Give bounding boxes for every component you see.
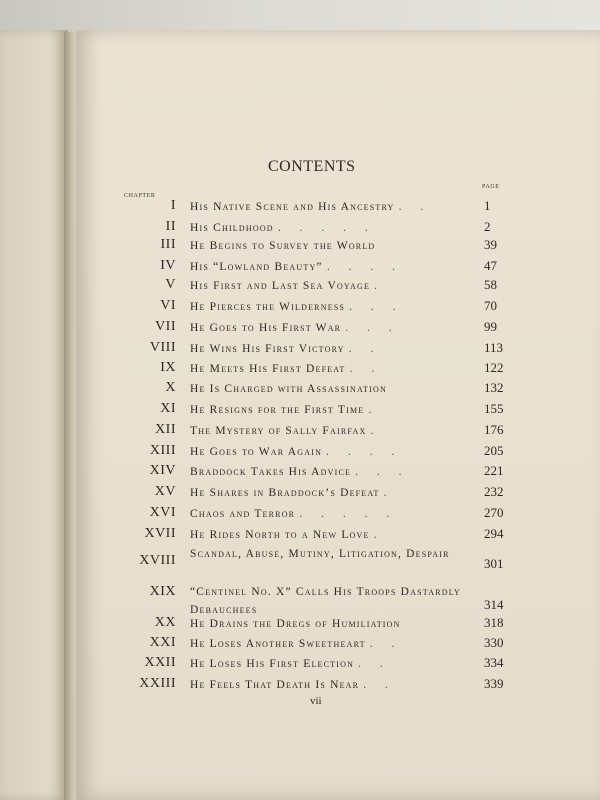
page-number: 318 (484, 615, 504, 630)
chapter-title: The Mystery of Sally Fairfax . (190, 425, 382, 437)
chapter-number: IV (160, 258, 176, 273)
page-number: 232 (484, 484, 504, 499)
chapter-title: He Shares in Braddock’s Defeat . (190, 487, 395, 499)
chapter-number: V (165, 277, 176, 292)
chapter-number: XIII (149, 443, 176, 458)
page-number: 132 (484, 380, 504, 395)
chapter-title: His Native Scene and His Ancestry . . (190, 201, 432, 213)
page-number: 122 (484, 360, 504, 375)
chapter-title: He Loses His First Election . . (190, 658, 391, 670)
chapter-number: XVII (144, 526, 176, 541)
chapter-title: Chaos and Terror . . . . . (190, 508, 398, 520)
page-number: 314 (484, 597, 504, 612)
page-number: 99 (484, 319, 497, 334)
chapter-number: XI (160, 401, 176, 416)
chapter-title: He Rides North to a New Love . (190, 529, 385, 541)
chapter-number: XXI (149, 635, 176, 650)
left-page-edge (0, 30, 68, 800)
chapter-number: VII (155, 319, 176, 334)
chapter-number: XVIII (139, 553, 176, 568)
page-number: 221 (484, 463, 504, 478)
chapter-number: VIII (149, 340, 176, 355)
chapter-number: XX (154, 615, 176, 630)
chapter-number: XV (154, 484, 176, 499)
chapter-title: “Centinel No. X” Calls His Troops Dastardly Debauchees (190, 586, 461, 616)
chapter-number: II (165, 219, 176, 234)
page-number: 58 (484, 277, 497, 292)
chapter-number: IX (160, 360, 176, 375)
chapter-title: His Childhood . . . . . (190, 222, 376, 234)
chapter-column-label: CHAPTER (124, 193, 156, 199)
chapter-number: VI (160, 298, 176, 313)
page-number: 205 (484, 443, 504, 458)
page-column-label: PAGE (482, 184, 500, 190)
page-number: 176 (484, 422, 504, 437)
chapter-title: He Wins His First Victory . . (190, 343, 382, 355)
page-number: 334 (484, 655, 504, 670)
chapter-title: He Is Charged with Assassination (190, 383, 387, 395)
chapter-number: XII (155, 422, 176, 437)
chapter-number: XVI (149, 505, 176, 520)
chapter-title: His “Lowland Beauty” . . . . (190, 261, 403, 273)
page-number: 270 (484, 505, 504, 520)
chapter-title: He Loses Another Sweetheart . . (190, 638, 403, 650)
chapter-title: Braddock Takes His Advice . . . (190, 466, 410, 478)
chapter-title: Scandal, Abuse, Mutiny, Litigation, Despair (190, 548, 450, 560)
page-number: 39 (484, 237, 497, 252)
chapter-title: He Begins to Survey the World (190, 240, 376, 252)
chapter-title: His First and Last Sea Voyage . (190, 280, 386, 292)
page-number: 294 (484, 526, 504, 541)
chapter-number: XIV (149, 463, 176, 478)
chapter-title: He Meets His First Defeat . . (190, 363, 383, 375)
page-number: 47 (484, 258, 497, 273)
folio-number: vii (310, 695, 322, 707)
page-title: CONTENTS (268, 158, 356, 175)
chapter-title: He Feels That Death Is Near . . (190, 679, 396, 691)
chapter-title: He Goes to War Again . . . . (190, 446, 403, 458)
page-number: 70 (484, 298, 497, 313)
chapter-number: XIX (149, 584, 176, 599)
chapter-number: III (160, 237, 176, 252)
chapter-title: He Drains the Dregs of Humiliation (190, 618, 401, 630)
page-number: 155 (484, 401, 504, 416)
chapter-number: XXIII (139, 676, 176, 691)
page-number: 113 (484, 340, 504, 355)
chapter-number: X (165, 380, 176, 395)
page-number: 2 (484, 219, 491, 234)
page-number: 1 (484, 198, 491, 213)
page-number: 339 (484, 676, 504, 691)
chapter-title: He Resigns for the First Time . (190, 404, 380, 416)
chapter-number: I (170, 198, 176, 213)
chapter-number: XXII (144, 655, 176, 670)
chapter-title: He Pierces the Wilderness . . . (190, 301, 404, 313)
chapter-title: He Goes to His First War . . . (190, 322, 400, 334)
page-number: 301 (484, 556, 504, 571)
page-number: 330 (484, 635, 504, 650)
